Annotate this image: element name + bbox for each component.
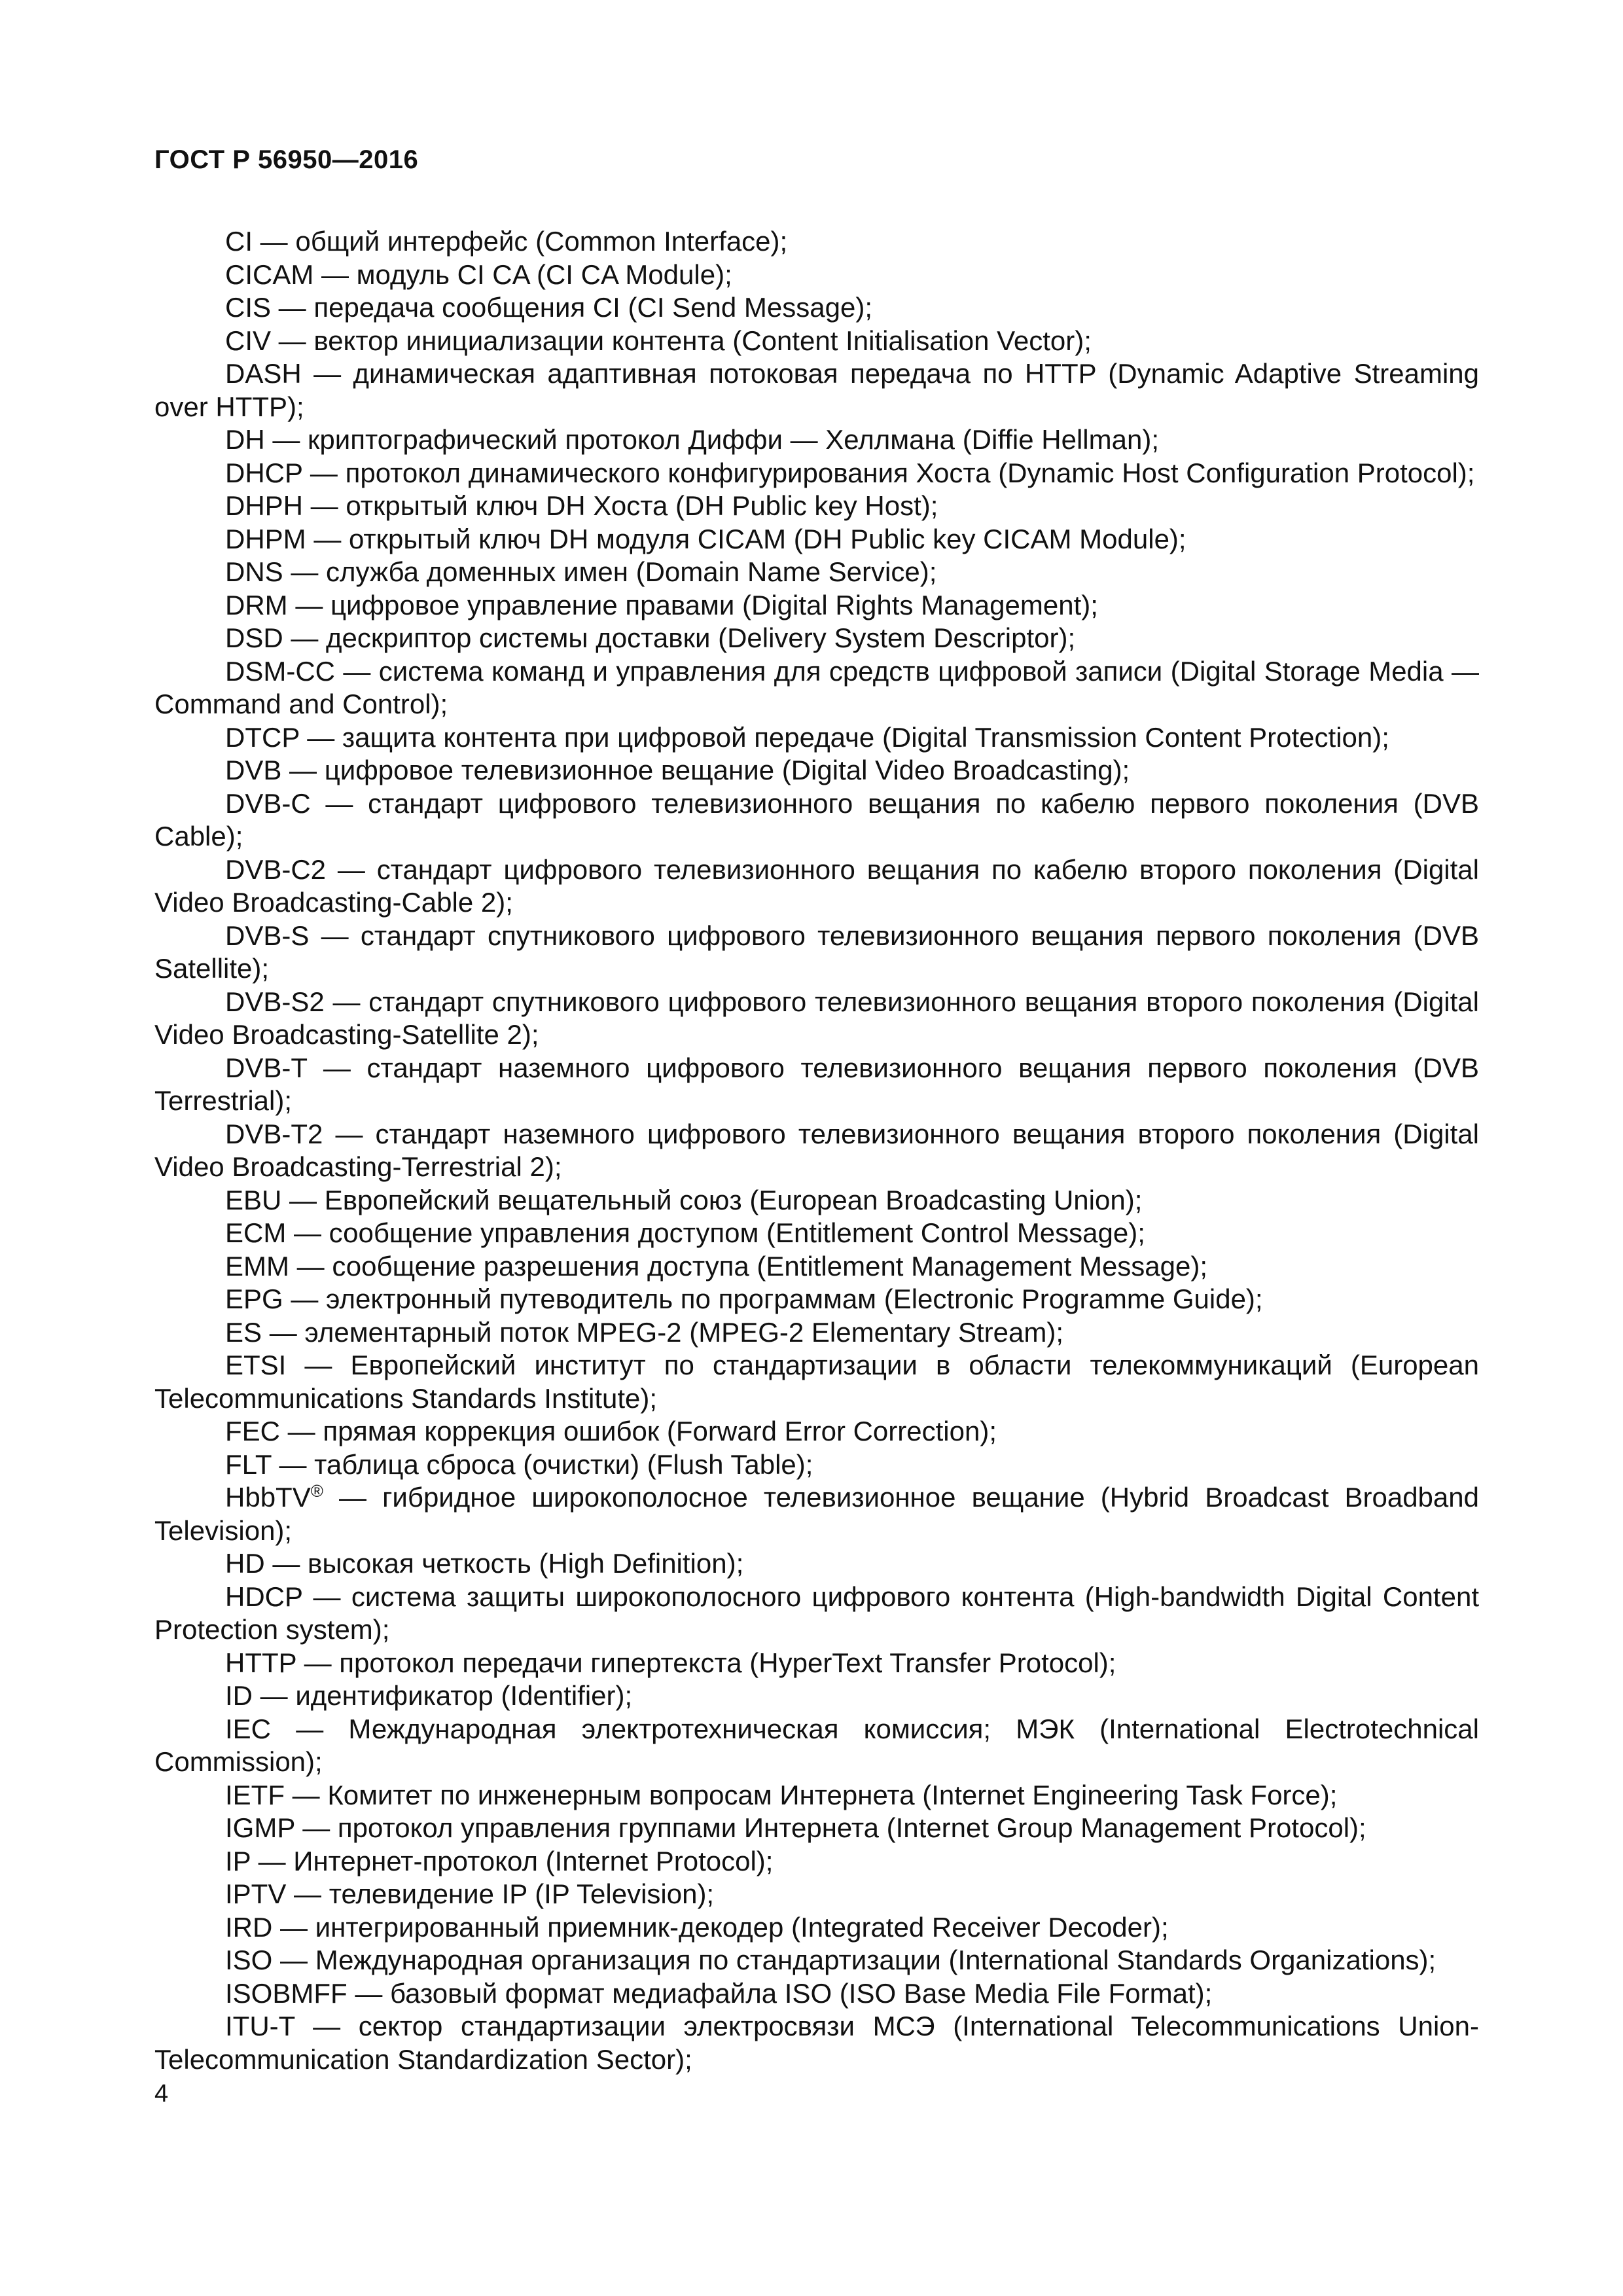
list-item: CIS — передача сообщения CI (CI Send Message); [225,292,873,323]
list-item: HDCP — система защиты широкополосного цифрового контента (High-bandwidth Digital Content Protection system); [154,1581,1479,1645]
list-item: DNS — служба доменных имен (Domain Name Service); [225,556,937,587]
list-item: HTTP — протокол передачи гипертекста (HyperText Transfer Protocol); [225,1647,1116,1678]
list-item: IP — Интернет-протокол (Internet Protocol); [225,1845,774,1876]
list-item: DVB-T — стандарт наземного цифрового телевизионного вещания первого поколения (DVB Terrestrial); [154,1052,1479,1116]
list-item: CIV — вектор инициализации контента (Content Initialisation Vector); [225,325,1092,356]
abbreviation: HbbTV [225,1482,311,1513]
list-item: ECM — сообщение управления доступом (Entitlement Control Message); [225,1217,1145,1248]
list-item: IGMP — протокол управления группами Интернета (Internet Group Management Protocol); [225,1812,1366,1843]
list-item: DVB-S — стандарт спутникового цифрового телевизионного вещания первого поколения (DVB Satellite); [154,920,1479,984]
list-item: EPG — электронный путеводитель по программам (Electronic Programme Guide); [225,1283,1263,1314]
list-item: ID — идентификатор (Identifier); [225,1680,633,1711]
list-item: DSD — дескриптор системы доставки (Delivery System Descriptor); [225,622,1076,653]
list-item [154,1481,1479,1547]
list-item: DHPM — открытый ключ DH модуля CICAM (DH Public key CICAM Module); [225,523,1186,554]
list-item: DRM — цифровое управление правами (Digital Rights Management); [225,589,1098,620]
list-item: ETSI — Европейский институт по стандартизации в области телекоммуникаций (European Telecommunications Standards Institute); [154,1350,1479,1414]
list-item: DSM-CC — система команд и управления для средств цифровой записи (Digital Storage Media — Command and Control); [154,655,1479,719]
list-item: FEC — прямая коррекция ошибок (Forward Error Correction); [225,1416,997,1446]
list-item: DH — криптографический протокол Диффи — Хеллмана (Diffie Hellman); [225,424,1159,455]
list-item: IEC — Международная электротехническая комиссия; МЭК (International Electrotechnical Commission); [154,1713,1479,1777]
list-item: FLT — таблица сброса (очистки) (Flush Table); [225,1448,813,1480]
list-item: DHCP — протокол динамического конфигурирования Хоста (Dynamic Host Configuration Protocol); [225,457,1475,488]
list-item: DVB-S2 — стандарт спутникового цифрового телевизионного вещания второго поколения (Digital Video Broadcasting-Satellite 2); [154,986,1479,1050]
list-item: ES — элементарный поток MPEG-2 (MPEG-2 Elementary Stream); [225,1316,1063,1348]
list-item: DVB-C2 — стандарт цифрового телевизионного вещания по кабелю второго поколения (Digital Video Broadcasting-Cable 2); [154,853,1479,918]
list-item: HD — высокая четкость (High Definition); [225,1548,744,1579]
list-item: IPTV — телевидение IP (IP Television); [225,1878,715,1909]
list-item: DVB-T2 — стандарт наземного цифрового телевизионного вещания второго поколения (Digital Video Broadcasting-Terrestrial 2); [154,1118,1479,1182]
list-item: ISOBMFF — базовый формат медиафайла ISO (ISO Base Media File Format); [225,1977,1213,2009]
list-item: CICAM — модуль CI CA (CI CA Module); [225,259,732,290]
abbreviations-list [154,225,1479,2076]
list-item: DVB-C — стандарт цифрового телевизионного вещания по кабелю первого поколения (DVB Cable); [154,787,1479,852]
list-item: ITU-T — сектор стандартизации электросвязи МСЭ (International Telecommunications Union-Telecommunication Standardization Sector); [154,2011,1479,2075]
page-number: 4 [154,2080,169,2108]
registered-trademark-mark: ® [310,1481,323,1501]
list-item: EMM — сообщение разрешения доступа (Entitlement Management Message); [225,1250,1208,1282]
list-item: DTCP — защита контента при цифровой передаче (Digital Transmission Content Protection); [225,721,1389,753]
list-item: DHPH — открытый ключ DH Хоста (DH Public key Host); [225,490,938,521]
definition: — гибридное широкополосное телевизионное вещание (Hybrid Broadcast Broadband Television); [154,1482,1479,1546]
document-header: ГОСТ Р 56950—2016 [154,145,419,174]
list-item: CI — общий интерфейс (Common Interface); [225,226,788,257]
list-item: EBU — Европейский вещательный союз (European Broadcasting Union); [225,1184,1143,1215]
list-item: IRD — интегрированный приемник-декодер (Integrated Receiver Decoder); [225,1911,1169,1943]
list-item: DVB — цифровое телевизионное вещание (Digital Video Broadcasting); [225,755,1130,785]
list-item: IETF — Комитет по инженерным вопросам Интернета (Internet Engineering Task Force); [225,1779,1338,1810]
list-item: DASH — динамическая адаптивная потоковая передача по HTTP (Dynamic Adaptive Streaming over HTTP); [154,358,1479,422]
list-item: ISO — Международная организация по стандартизации (International Standards Organizations); [225,1945,1436,1975]
